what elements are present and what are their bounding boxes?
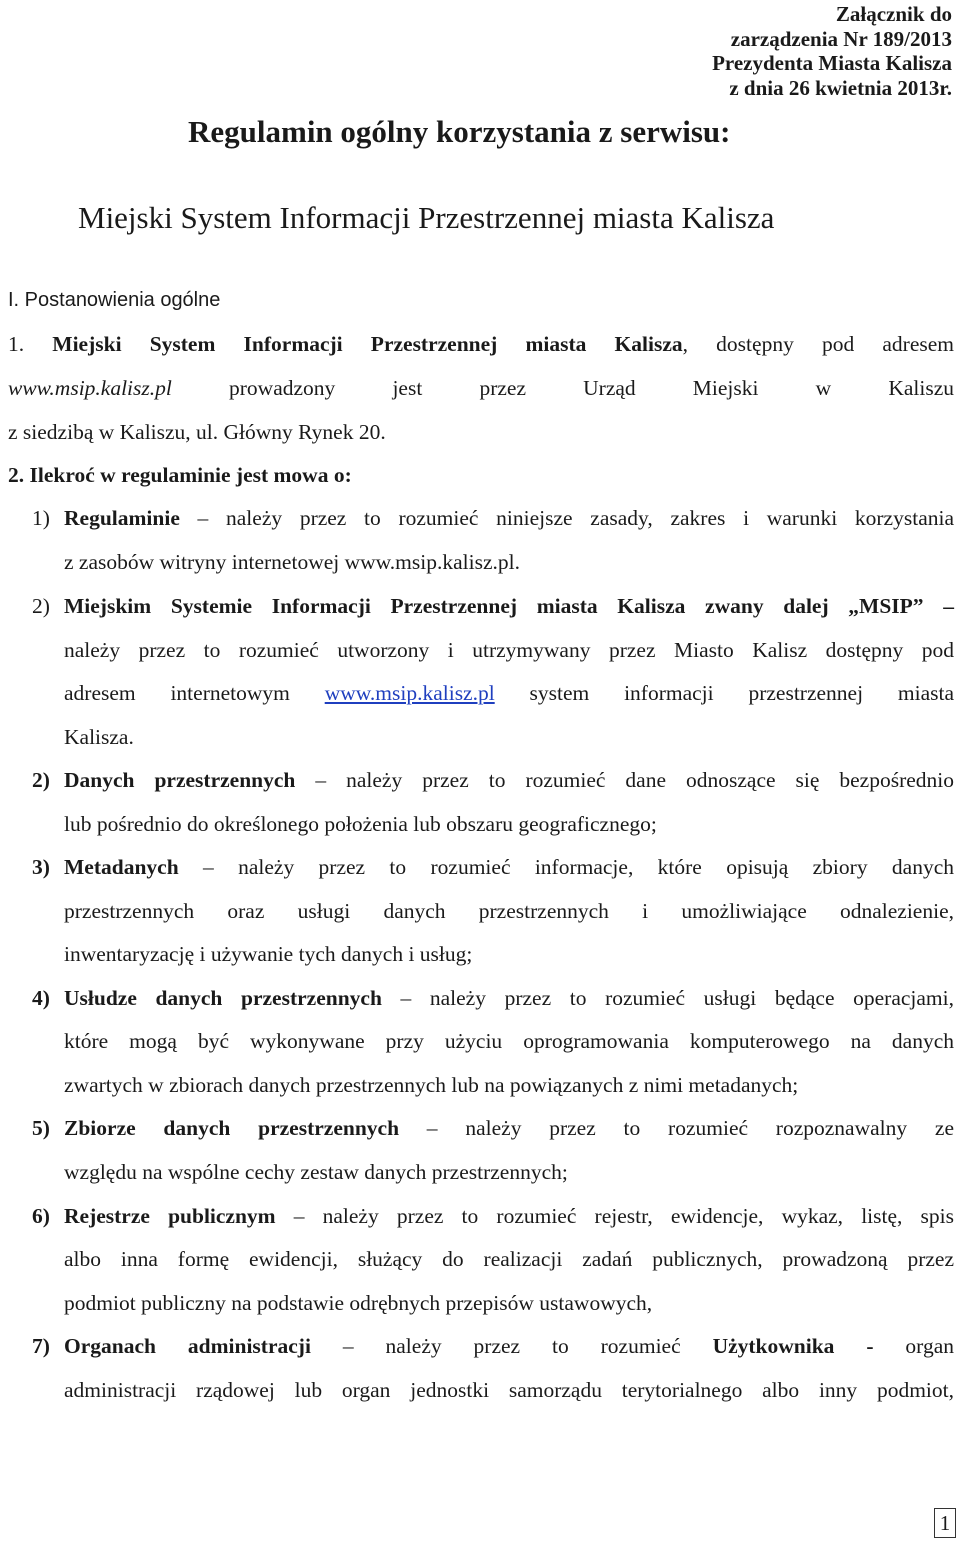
definition-term: Regulaminie (64, 506, 180, 530)
definition-4-line-3: inwentaryzację i używanie tych danych i usług; (64, 942, 473, 966)
definition-term: Metadanych (64, 855, 179, 879)
definition-7-line-1 (64, 1202, 954, 1230)
document-title: Regulamin ogólny korzystania z serwisu: (188, 114, 731, 149)
definition-7-line-3: podmiot publiczny na podstawie odrębnych przepisów ustawowych, (64, 1291, 653, 1315)
definition-3-line-1 (64, 766, 954, 794)
definition-number: 1) (32, 506, 50, 530)
definition-6-line-2: względu na wspólne cechy zestaw danych przestrzennych; (64, 1160, 568, 1184)
annex-line: zarządzenia Nr 189/2013 (730, 26, 952, 51)
definition-number: 3) (32, 855, 50, 879)
annex-line: z dnia 26 kwietnia 2013r. (729, 75, 952, 100)
definition-text: – należy przez to rozumieć usługi będące operacjami, (381, 986, 954, 1010)
definition-number: 7) (32, 1334, 50, 1358)
definition-3-line-2: lub pośrednio do określonego położenia lub obszaru geograficznego; (64, 812, 657, 836)
section-heading: I. Postanowienia ogólne (8, 289, 221, 311)
definition-2-line-4: Kalisza. (64, 725, 134, 749)
definition-number: 2) (32, 594, 50, 618)
definition-8-line-1 (64, 1332, 954, 1360)
annex-line: Załącznik do (835, 2, 952, 26)
paragraph-1-line-2 (8, 374, 954, 402)
definition-1-line-1 (64, 504, 954, 532)
page-number: 1 (934, 1508, 956, 1538)
definition-text: – należy przez to rozumieć (310, 1334, 713, 1358)
definition-term: Organach administracji (64, 1334, 311, 1358)
definition-number: 2) (32, 768, 50, 792)
definition-number: 5) (32, 1116, 50, 1140)
definition-text: system informacji przestrzennej miasta (494, 681, 954, 705)
definition-term: Zbiorze danych przestrzennych (64, 1116, 400, 1140)
definition-7-line-2: albo inna formę ewidencji, służący do realizacji zadań publicznych, prowadzoną przez (64, 1247, 954, 1271)
definition-4-line-1 (64, 853, 954, 881)
definition-term: Danych przestrzennych (64, 768, 296, 792)
definition-text: – należy przez to rozumieć niniejsze zasady, zakres i warunki korzystania (179, 506, 954, 530)
paragraph-2-line-1 (8, 461, 954, 489)
annex-line: Prezydenta Miasta Kalisza (712, 51, 952, 75)
system-name: Miejski System Informacji Przestrzennej miasta Kalisza (52, 332, 683, 356)
definition-number: 6) (32, 1204, 50, 1228)
definition-2-line-1: Miejskim Systemie Informacji Przestrzennej miasta Kalisza zwany dalej „MSIP” – (64, 594, 954, 618)
paragraph-text: , dostępny pod adresem (682, 332, 955, 356)
paragraph-1-line-3: z siedzibą w Kaliszu, ul. Główny Rynek 20. (8, 420, 386, 444)
definition-5-line-2: które mogą być wykonywane przy użyciu oprogramowania komputerowego na danych (64, 1029, 954, 1053)
paragraph-text: prowadzony jest przez Urząd Miejski w Kaliszu (171, 376, 954, 400)
definition-5-line-3: zwartych w zbiorach danych przestrzennych lub na powiązanych z nimi metadanych; (64, 1073, 799, 1097)
definition-5-line-1 (64, 984, 954, 1012)
paragraph-heading: Ilekroć w regulaminie jest mowa o: (29, 463, 352, 487)
definition-term: Rejestrze publicznym (64, 1204, 276, 1228)
definition-term-secondary: Użytkownika - (712, 1334, 874, 1358)
paragraph-number: 2. (8, 463, 25, 487)
msip-link[interactable]: www.msip.kalisz.pl (324, 681, 495, 705)
definition-8-line-2: administracji rządowej lub organ jednostki samorządu terytorialnego albo inny podmiot, (64, 1378, 954, 1402)
definition-number: 4) (32, 986, 50, 1010)
definition-2-line-3 (64, 679, 954, 707)
definition-term: Usłudze danych przestrzennych (64, 986, 382, 1010)
website-url[interactable]: www.msip.kalisz.pl (8, 376, 172, 400)
definition-text: adresem internetowym (64, 681, 325, 705)
definition-1-line-2: z zasobów witryny internetowej www.msip.kalisz.pl. (64, 550, 520, 574)
definition-text: – należy przez to rozumieć rejestr, ewidencje, wykaz, listę, spis (275, 1204, 954, 1228)
definition-2-line-2: należy przez to rozumieć utworzony i utrzymywany przez Miasto Kalisz dostępny pod (64, 638, 954, 662)
annex-header (532, 2, 952, 100)
definition-6-line-1 (64, 1114, 954, 1142)
document-subtitle: Miejski System Informacji Przestrzennej miasta Kalisza (78, 200, 775, 235)
definition-text: – należy przez to rozumieć rozpoznawalny ze (399, 1116, 955, 1140)
definition-text: – należy przez to rozumieć dane odnoszące się bezpośrednio (295, 768, 955, 792)
definition-text: – należy przez to rozumieć informacje, które opisują zbiory danych (178, 855, 954, 879)
paragraph-1-line-1 (8, 330, 954, 358)
paragraph-number: 1. (8, 332, 25, 356)
definition-4-line-2: przestrzennych oraz usługi danych przestrzennych i umożliwiające odnalezienie, (64, 899, 954, 923)
definition-text: organ (873, 1334, 954, 1358)
